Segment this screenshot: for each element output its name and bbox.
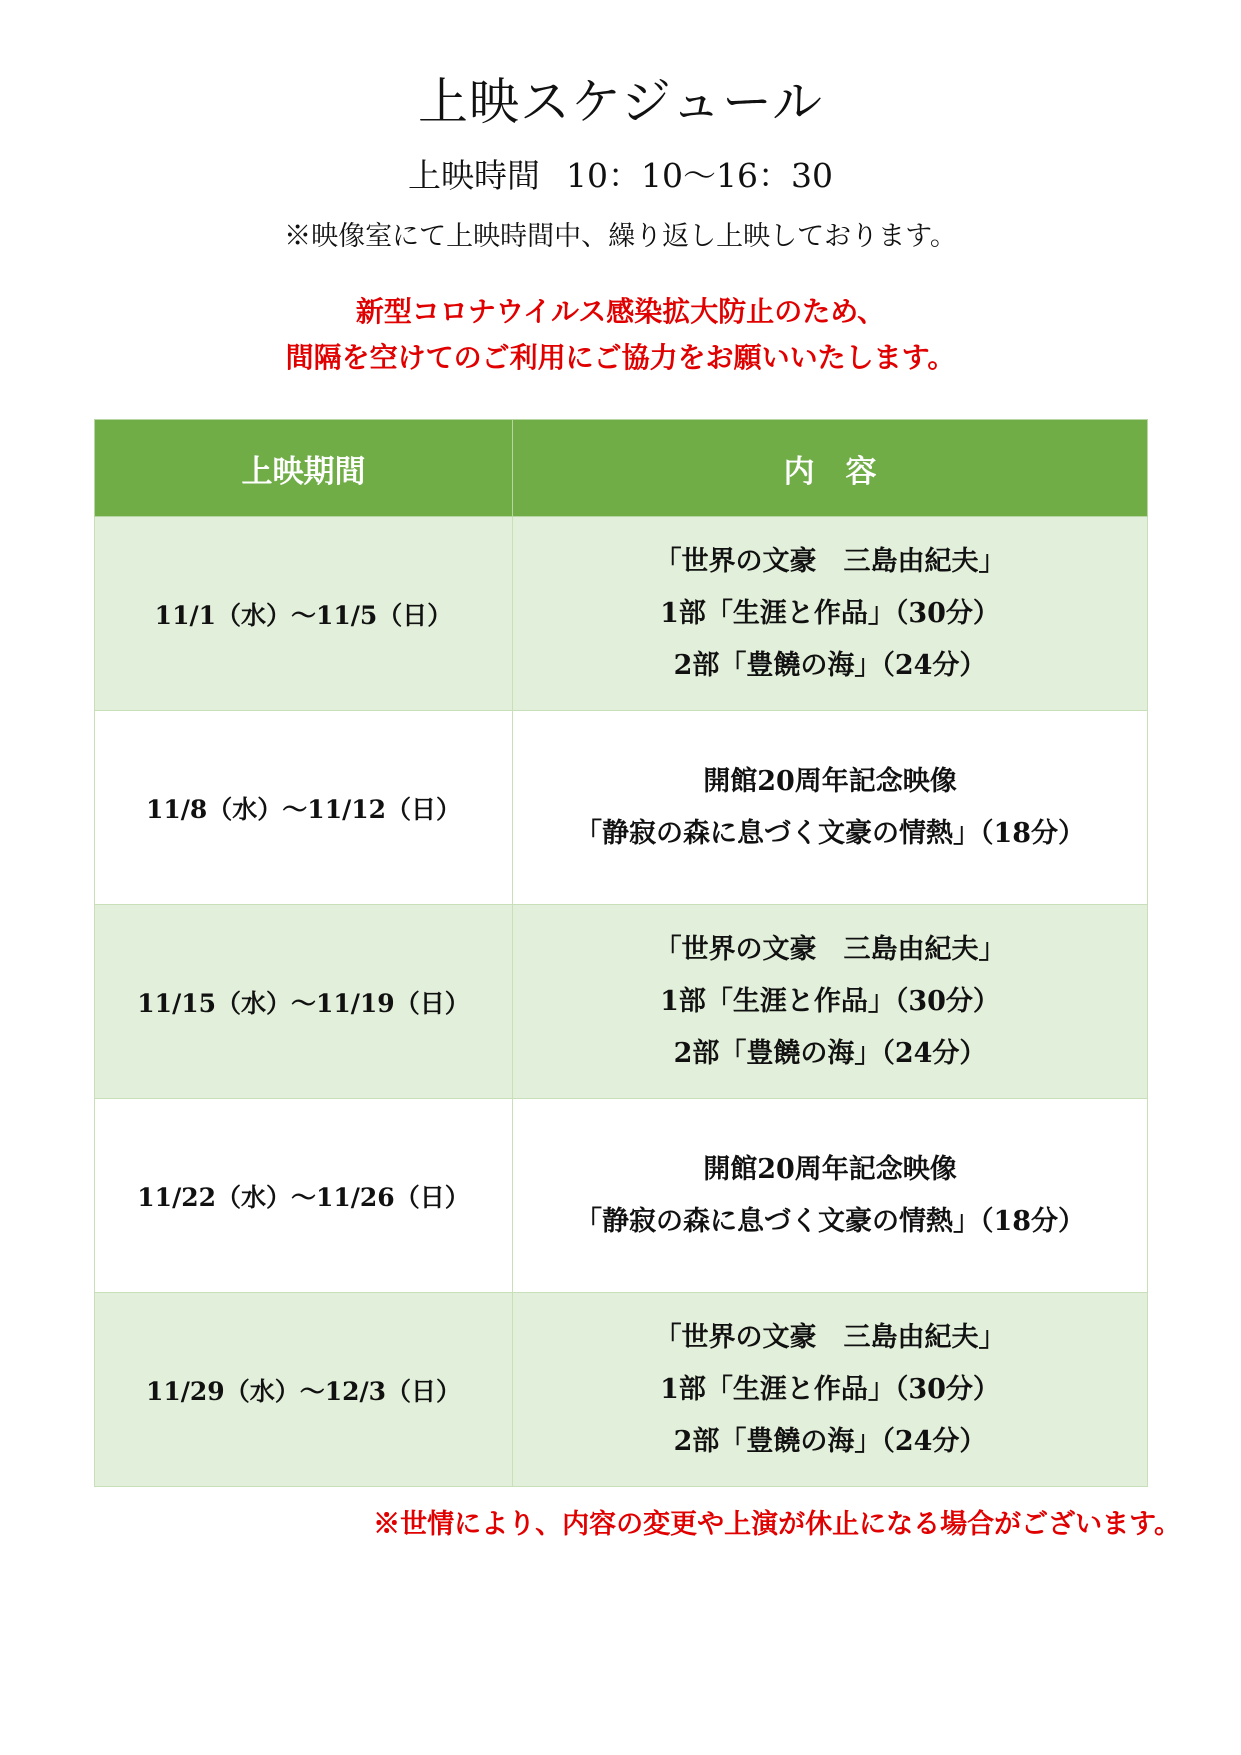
table-row	[95, 905, 1148, 1099]
content-cell	[513, 1293, 1148, 1487]
content-line: 「世界の文豪 三島由紀夫」	[654, 545, 1006, 577]
table-header-row	[95, 420, 1148, 517]
content-line: 1部「生涯と作品」（30分）	[660, 597, 1000, 629]
content-line: 「静寂の森に息づく文豪の情熱」（18分）	[574, 817, 1086, 849]
content-line: 開館20周年記念映像	[703, 1153, 957, 1185]
content-line: 「世界の文豪 三島由紀夫」	[654, 933, 1006, 965]
period-cell: 11/1（水）～11/5（日）	[95, 517, 513, 711]
repeat-note: ※映像室にて上映時間中、繰り返し上映しております。	[284, 221, 957, 252]
page-title: 上映スケジュール	[418, 73, 823, 131]
content-line: 2部「豊饒の海」（24分）	[673, 649, 987, 681]
content-cell	[513, 905, 1148, 1099]
table-row	[95, 711, 1148, 905]
covid-warning	[0, 289, 1241, 381]
table-row	[95, 1099, 1148, 1293]
covid-warning-line-2: 間隔を空けてのご利用にご協力をお願いいたします。	[285, 341, 956, 374]
period-cell: 11/22（水）～11/26（日）	[95, 1099, 513, 1293]
header-period: 上映期間	[95, 420, 513, 517]
screening-hours	[0, 150, 1241, 197]
screening-hours-label: 上映時間	[408, 156, 541, 195]
content-line: 2部「豊饒の海」（24分）	[673, 1425, 987, 1457]
content-cell	[513, 1099, 1148, 1293]
content-line: 2部「豊饒の海」（24分）	[673, 1037, 987, 1069]
covid-warning-line-1: 新型コロナウイルス感染拡大防止のため、	[355, 295, 886, 328]
content-line: 開館20周年記念映像	[703, 765, 957, 797]
table-row	[95, 517, 1148, 711]
content-cell	[513, 711, 1148, 905]
content-line: 1部「生涯と作品」（30分）	[660, 1373, 1000, 1405]
table-row	[95, 1293, 1148, 1487]
period-cell: 11/15（水）～11/19（日）	[95, 905, 513, 1099]
content-line: 「世界の文豪 三島由紀夫」	[654, 1321, 1006, 1353]
screening-hours-time: 10：10～16：30	[566, 156, 833, 195]
period-cell: 11/8（水）～11/12（日）	[95, 711, 513, 905]
content-line: 1部「生涯と作品」（30分）	[660, 985, 1000, 1017]
content-line: 「静寂の森に息づく文豪の情熱」（18分）	[574, 1205, 1086, 1237]
change-notice: ※世情により、内容の変更や上演が休止になる場合がございます。	[373, 1509, 1181, 1540]
period-cell: 11/29（水）～12/3（日）	[95, 1293, 513, 1487]
header-content: 内 容	[513, 420, 1148, 517]
schedule-table	[94, 419, 1148, 1487]
content-cell	[513, 517, 1148, 711]
